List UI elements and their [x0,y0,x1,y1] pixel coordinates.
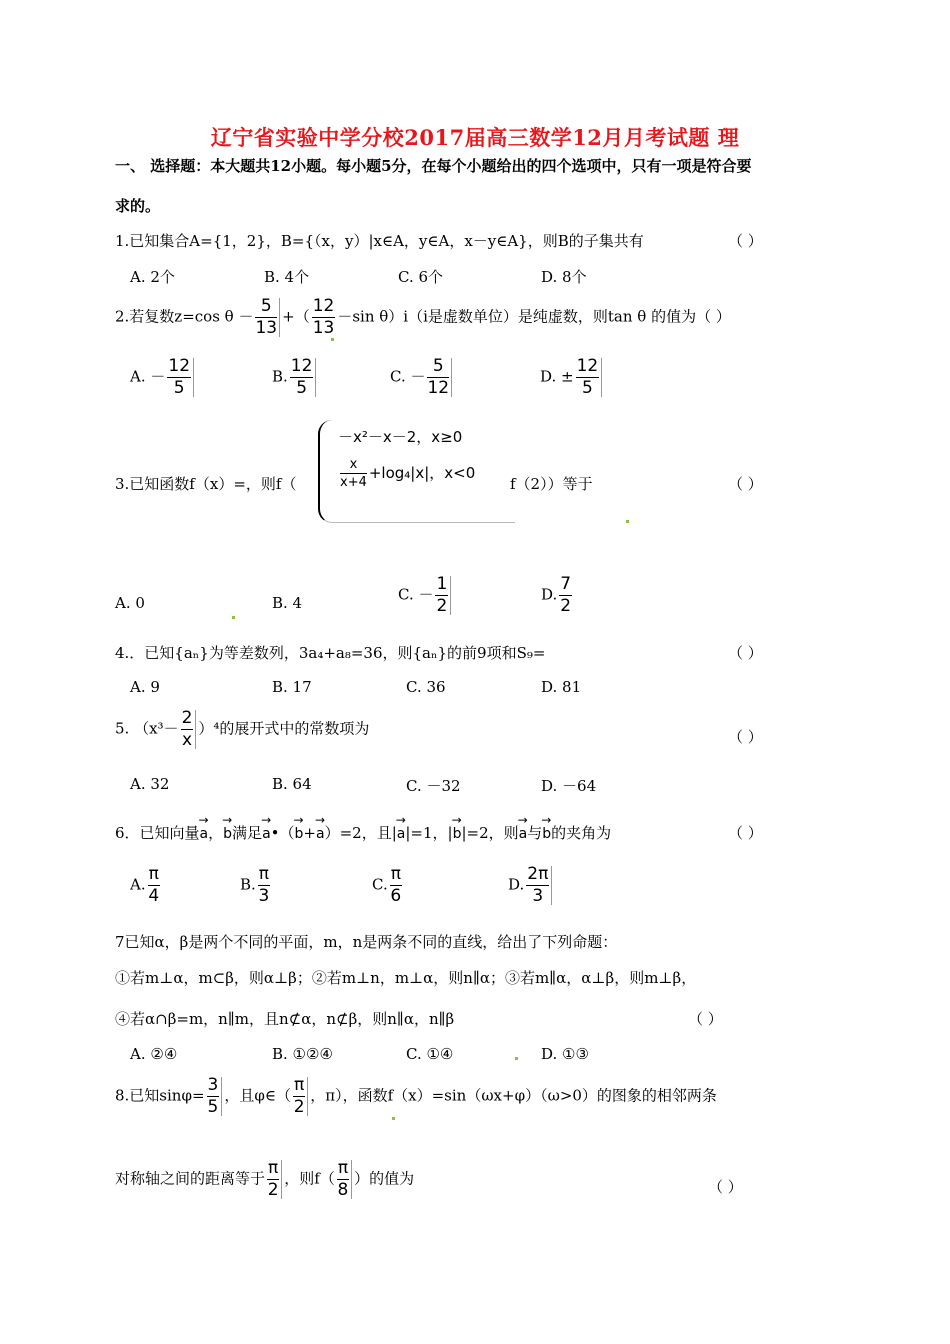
q6-option-a-fraction [148,866,160,905]
q3-option-a: A. 0 [115,594,145,612]
vector-b: → b [542,826,551,842]
section-heading-line1: 一、 选择题：本大题共12小题。每小题5分，在每个小题给出的四个选项中，只有一项是符合要 [115,157,752,175]
vector-b: → b [295,826,304,842]
q7-option-c: C. ①④ [406,1045,454,1063]
q6-option-d [508,866,554,905]
q5-fraction [181,710,197,749]
q6-stem-part-h: 的夹角为 [551,824,612,842]
q3-option-c-label: C. － [398,585,434,604]
q7-option-a: A. ②④ [130,1045,178,1063]
q8-fraction-4 [337,1160,352,1199]
q2-option-c-label: C. － [390,367,426,386]
q6-option-d-fraction [526,866,552,905]
q3-option-d-label: D. [541,585,558,604]
q6-a-denominator: 4 [148,886,160,906]
vector-a: → a [200,826,209,842]
vector-a: → a [262,826,271,842]
q5-stem-post: ）⁴的展开式中的常数项为 [198,719,370,738]
q3-option-b: B. 4 [272,594,303,612]
q2-option-a [130,358,196,397]
q6-stem-part-f: |=2，则 [461,824,519,842]
q2-stem-mid: +（ [282,307,310,326]
q6-stem-part-c: •（ [270,824,295,842]
q6-option-c [372,866,404,905]
q8-f2-denominator: 2 [293,1097,305,1117]
q2-option-b [272,358,318,397]
q6-stem [115,822,611,843]
scan-speck [515,1057,518,1060]
q8-fraction-3 [267,1160,282,1199]
q3-option-d [541,576,574,615]
q6-stem-part-g: 与 [527,824,543,842]
scan-speck [392,1117,395,1120]
vector-b: → b [223,826,232,842]
q2-b-denominator: 5 [296,378,308,398]
q2-fraction-2 [312,298,336,337]
q6-option-b [240,866,272,905]
q5-option-b: B. 64 [272,775,312,793]
q5-denominator: x [181,730,192,750]
q6-option-a [130,866,162,905]
q6-option-b-label: B. [240,875,256,894]
q6-stem-part-a: 6．已知向量 [115,824,200,842]
q3-row2-numerator: x [340,458,367,474]
q1-option-c: C. 6个 [398,268,444,286]
q6-stem-part-b: 满足 [232,824,263,842]
q3-stem: 3.已知函数f（x）=，则f（ [115,475,297,493]
q5-numerator: 2 [181,708,193,728]
q8-stem [115,1077,717,1116]
vector-b: → b [453,826,462,842]
scan-speck [232,616,235,619]
q8-stem-post: ，π），函数f（x）=sin（ωx+φ）（ω>0）的图象的相邻两条 [310,1086,717,1105]
q8-f4-numerator: π [337,1158,349,1178]
q2-option-b-fraction [290,358,317,397]
q3-row2-denominator: x+4 [340,475,367,490]
q7-option-d: D. ①③ [541,1045,589,1063]
q7-stem: 7已知α，β是两个不同的平面，m，n是两条不同的直线，给出了下列命题： [115,933,618,951]
q2-option-d-label: D. ± [540,367,574,386]
q2-d-denominator: 5 [582,378,593,398]
q8-line2-pre: 对称轴之间的距离等于 [115,1169,266,1188]
vector-a: → a [519,826,528,842]
q8-f2-numerator: π [293,1075,305,1095]
q6-c-numerator: π [390,864,401,884]
q5-option-a: A. 32 [130,775,170,793]
q2-b-numerator: 12 [290,356,313,376]
q3-row2-fraction [340,458,367,489]
q6-b-numerator: π [258,864,270,884]
q1-option-a: A. 2个 [130,268,175,286]
q2-a-denominator: 5 [173,378,185,398]
q2-option-c [390,358,454,397]
q2-c-denominator: 12 [427,378,450,398]
q7-propositions-line-1: ①若m⊥α，m⊂β，则α⊥β；②若m⊥n，m⊥α，则n∥α；③若m∥α，α⊥β，则m⊥β， [115,969,697,987]
q4-option-d: D. 81 [541,678,582,696]
q5-option-d: D. －64 [541,777,597,795]
q2-f1-denominator: 13 [255,318,278,338]
q5-stem [115,710,369,749]
q2-stem-pre: 2.若复数z=cos θ － [115,307,254,326]
q6-option-c-fraction [390,866,402,905]
q8-stem-mid: ，且φ∈（ [224,1086,291,1105]
q3-stem-tail: f（2））等于 [510,475,593,493]
q7-answer-paren: （ ） [688,1010,723,1028]
q2-fraction-1 [255,298,280,337]
q6-d-denominator: 3 [532,886,544,906]
q2-option-c-fraction [427,358,452,397]
q4-option-a: A. 9 [130,678,160,696]
q8-f1-denominator: 5 [207,1097,219,1117]
q8-stem-pre: 8.已知sinφ= [115,1086,205,1105]
q2-f1-numerator: 5 [255,298,277,318]
q2-stem-post: －sin θ）i（i是虚数单位）是纯虚数，则tan θ 的值为（ ） [337,307,731,326]
q8-f3-denominator: 2 [267,1180,279,1200]
q3-piecewise-row-2 [338,458,475,489]
q8-f4-denominator: 8 [337,1180,349,1200]
q8-fraction-1 [207,1077,223,1116]
q6-option-a-label: A. [130,875,146,894]
q6-stem-part-e: |=1，| [405,824,453,842]
q8-line2-mid: ，则f（ [284,1169,335,1188]
q6-c-denominator: 6 [390,886,402,906]
q3-option-d-fraction [559,576,572,615]
q6-d-numerator: 2π [527,864,549,884]
q2-option-d [540,358,604,397]
vector-a: → a [316,826,325,842]
q5-answer-paren: （ ） [728,728,763,746]
q6-stem-part-d: ）=2，且| [324,824,397,842]
q2-f2-denominator: 13 [312,318,335,338]
q1-answer-paren: （ ） [728,232,763,250]
q5-stem-pre: 5. （x³－ [115,719,179,738]
q8-f1-numerator: 3 [207,1075,219,1095]
q4-option-b: B. 17 [272,678,312,696]
q5-option-c: C. －32 [406,777,461,795]
q6-option-d-label: D. [508,875,525,894]
q4-option-c: C. 36 [406,678,446,696]
page-title: 辽宁省实验中学分校2017届高三数学12月月考试题 理 [210,125,740,150]
q3-piecewise-row-1: －x²－x－2，x≥0 [338,428,463,446]
q2-c-numerator: 5 [427,358,449,378]
q2-a-numerator: 12 [168,356,191,376]
q1-option-d: D. 8个 [541,268,587,286]
q2-option-a-label: A. － [130,367,166,386]
q2-stem [115,298,731,337]
q6-option-c-label: C. [372,875,388,894]
q6-option-b-fraction [258,866,270,905]
q6-b-denominator: 3 [258,886,270,906]
q1-stem: 1.已知集合A={1，2}，B={（x，y）|x∈A，y∈A，x－y∈A}，则B的子集共有 [115,232,644,250]
q8-stem-line-2 [115,1160,414,1199]
q6-answer-paren: （ ） [728,824,763,842]
q3-answer-paren: （ ） [728,475,763,493]
q8-f3-numerator: π [268,1158,279,1178]
q3-d-numerator: 7 [560,574,572,594]
q8-line2-post: ）的值为 [354,1169,415,1188]
q6-plus: + [303,824,316,842]
q4-stem: 4.．已知{aₙ}为等差数列，3a₄+a₈=36，则{aₙ}的前9项和S₉= [115,644,546,662]
section-heading-line2: 求的。 [115,197,161,215]
q4-answer-paren: （ ） [728,644,763,662]
scan-speck [331,338,334,341]
q7-propositions-line-2: ④若α∩β=m，n∥m，且n⊄α，n⊄β，则n∥α，n∥β [115,1010,455,1028]
q2-d-numerator: 12 [576,356,599,376]
vector-a: → a [397,826,406,842]
q7-option-b: B. ①②④ [272,1045,333,1063]
q6-comma: ， [208,824,224,842]
q3-piecewise-function [318,420,515,523]
q6-a-numerator: π [148,864,159,884]
q2-option-b-label: B. [272,367,288,386]
q3-option-c [398,576,453,615]
q3-c-denominator: 2 [436,596,448,616]
q2-option-a-fraction [167,358,194,397]
q3-option-c-fraction [435,576,451,615]
q8-fraction-2 [293,1077,308,1116]
q3-c-numerator: 1 [436,574,448,594]
q8-answer-paren: （ ） [708,1178,743,1196]
q1-option-b: B. 4个 [264,268,310,286]
q2-option-d-fraction [576,358,603,397]
q3-d-denominator: 2 [560,596,572,616]
scan-speck [626,520,629,523]
q2-f2-numerator: 12 [312,296,335,316]
q3-row2-rest: +log₄|x|，x<0 [368,464,476,482]
